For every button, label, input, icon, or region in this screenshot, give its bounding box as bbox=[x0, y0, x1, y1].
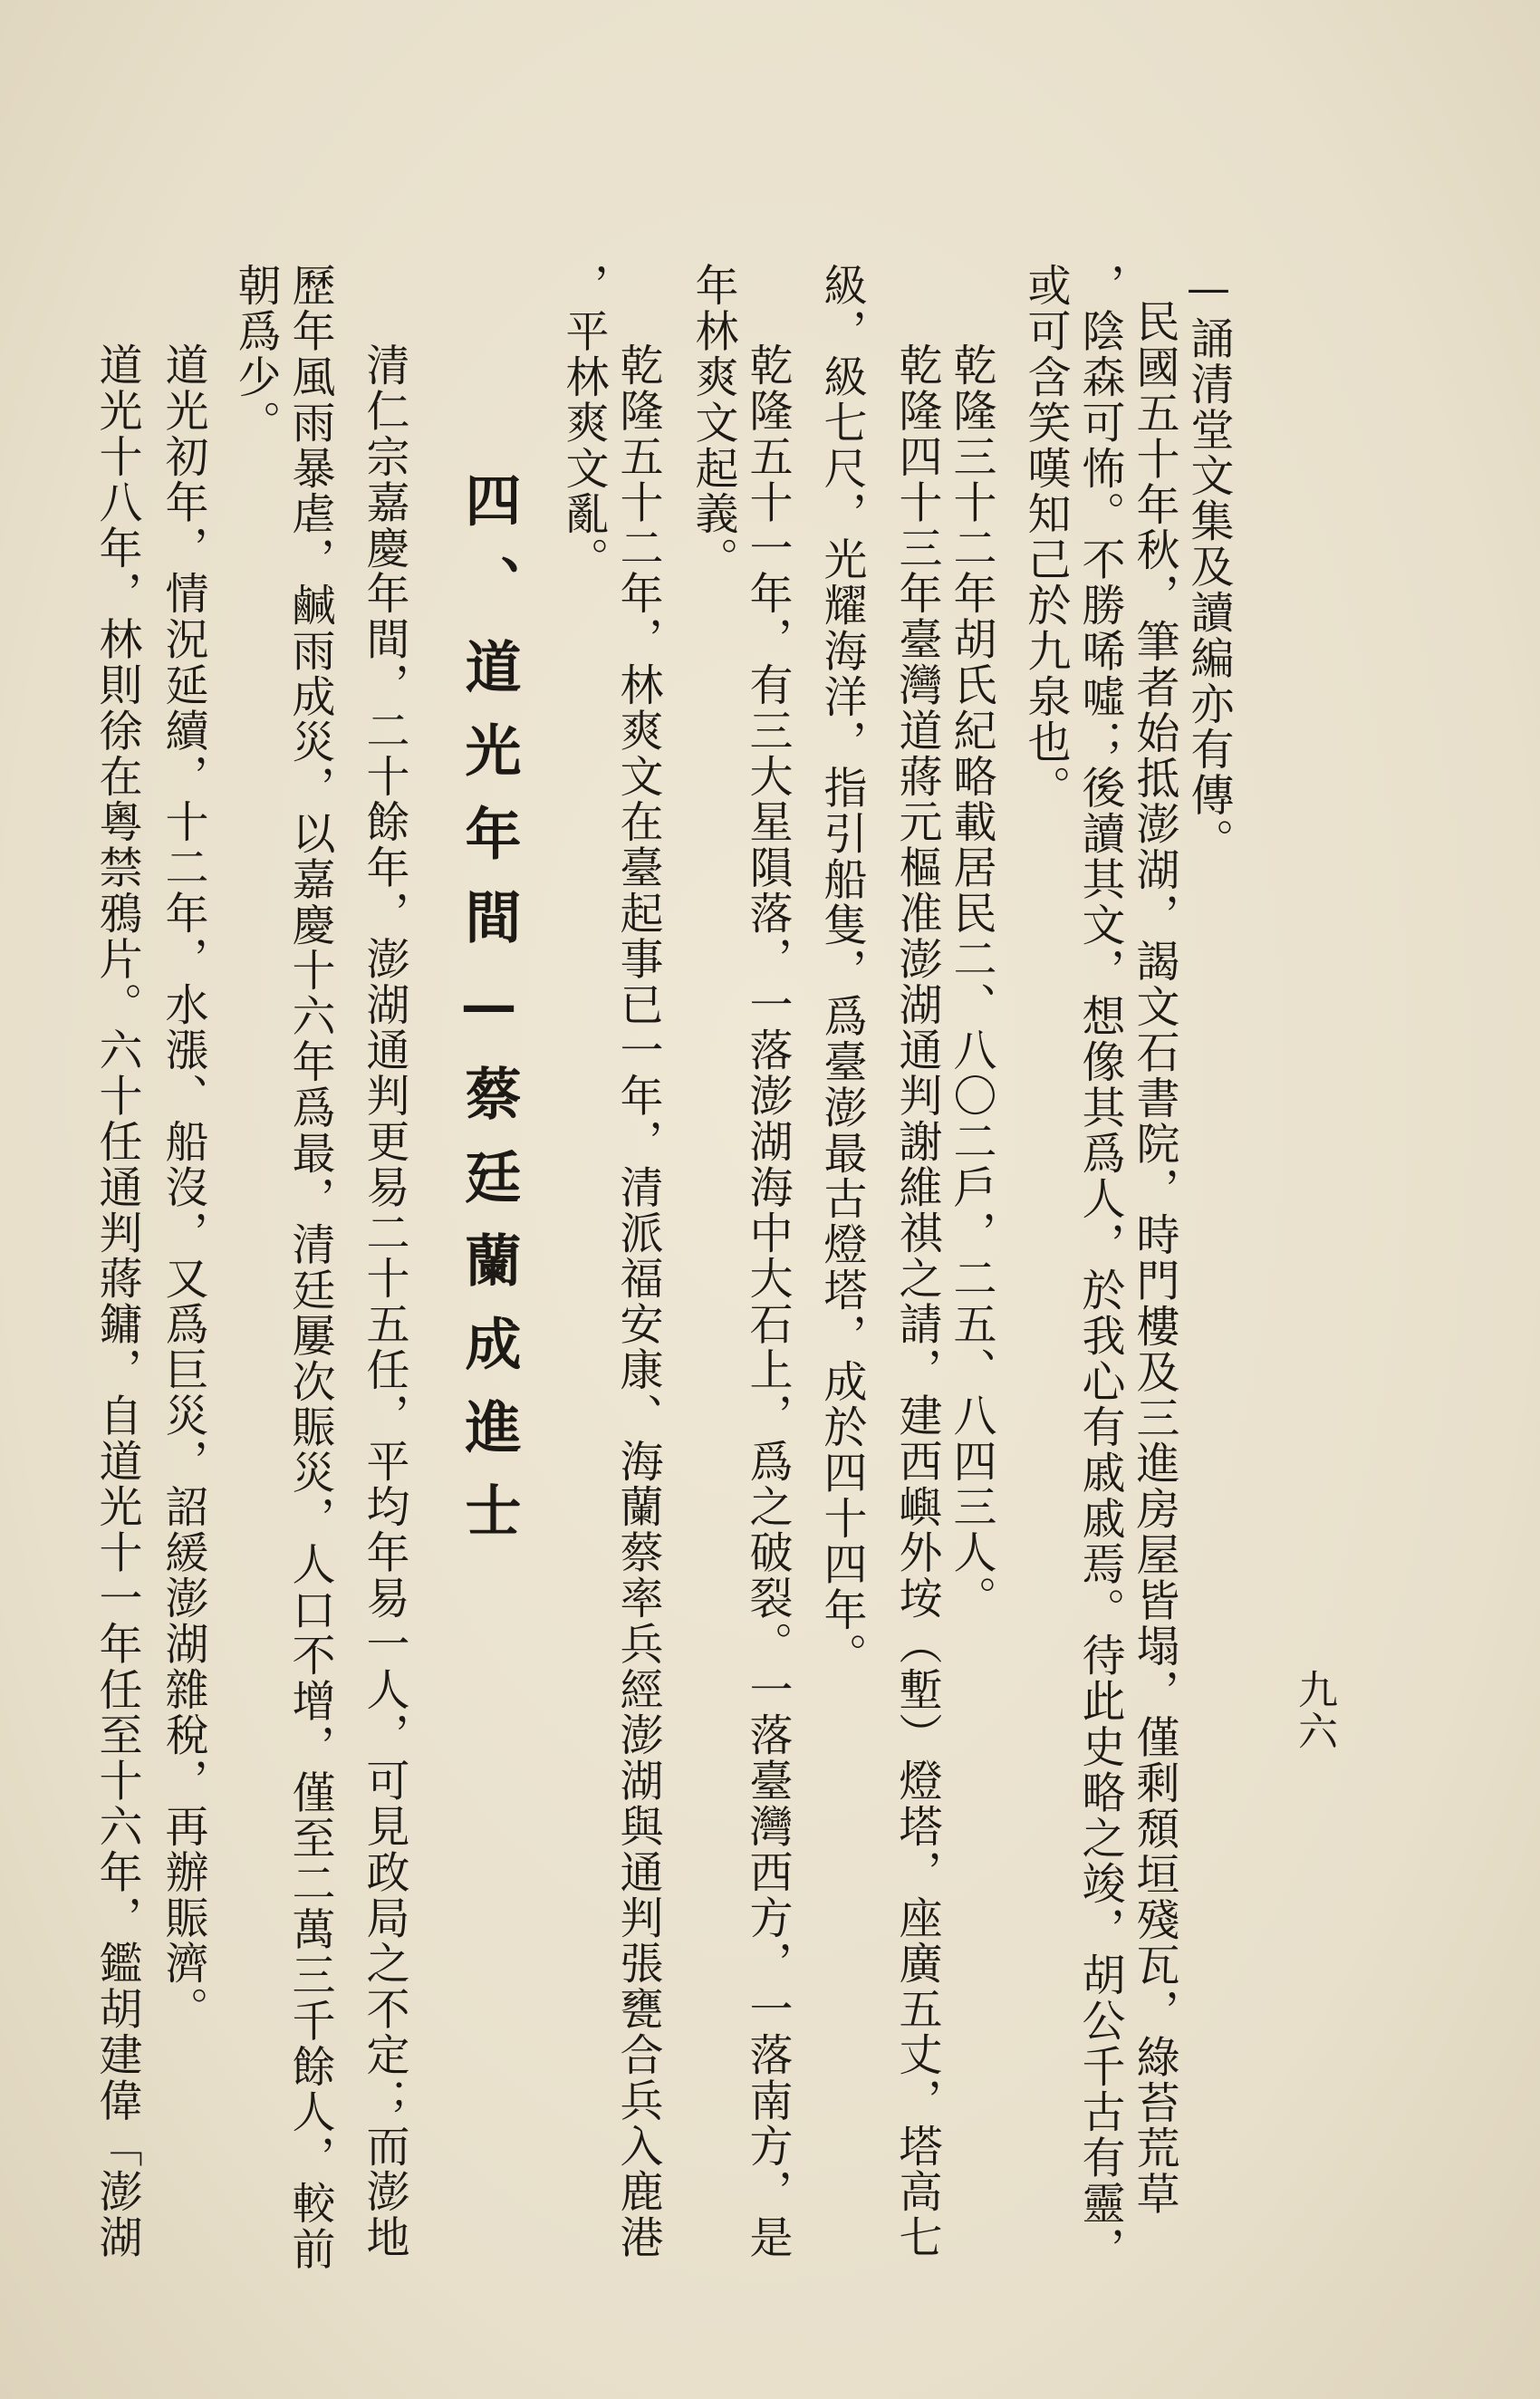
text-column: ，陰森可怖。不勝唏噓；後讀其文，想像其爲人，於我心有戚戚焉。待此史略之竣，胡公千古有靈， bbox=[1074, 263, 1125, 2272]
text-column: —誦清堂文集及讀編亦有傳。 bbox=[1183, 263, 1234, 864]
text-column: 歷年風雨暴虐，鹹雨成災，以嘉慶十六年爲最，清廷屢次賑災，人口不增，僅至二萬三千餘人，較前 bbox=[284, 263, 335, 2272]
text-column: 清仁宗嘉慶年間，二十餘年，澎湖通判更易二十五任，平均年易一人，可見政局之不定；而澎地 bbox=[359, 342, 409, 2260]
text-column: 道光十八年，林則徐在粵禁鴉片。六十任通判蔣鏞，自道光十一年任至十六年，鑑胡建偉「澎湖 bbox=[91, 342, 142, 2260]
text-column: 或可含笑嘆知己於九泉也。 bbox=[1020, 263, 1071, 811]
text-column: 年林爽文起義。 bbox=[688, 263, 738, 583]
text-column: 乾隆五十二年，林爽文在臺起事已一年，清派福安康、海蘭蔡率兵經澎湖與通判張甕合兵入鹿港 bbox=[612, 342, 663, 2260]
page-number: 九六 bbox=[1291, 1669, 1337, 1752]
text-column: 乾隆五十一年，有三大星隕落，一落澎湖海中大石上，爲之破裂。一落臺灣西方，一落南方，是 bbox=[742, 342, 793, 2260]
text-column: 乾隆四十三年臺灣道蔣元樞准澎湖通判謝維祺之請，建西嶼外垵（塹）燈塔，座廣五丈，塔高七 bbox=[891, 342, 942, 2260]
text-column: 級，級七尺，光耀海洋，指引船隻，爲臺澎最古燈塔，成於四十四年。 bbox=[816, 263, 867, 1679]
text-column: 道光初年，情況延續，十二年，水漲、船沒，又爲巨災，詔緩澎湖雜稅，再辦賑濟。 bbox=[158, 342, 208, 2032]
text-column: ，平林爽文亂。 bbox=[558, 263, 609, 583]
text-column: 民國五十年秋，筆者始抵澎湖，謁文石書院，時門樓及三進房屋皆塌，僅剩頹垣殘瓦，綠苔荒草 bbox=[1129, 299, 1179, 2217]
text-column: 乾隆三十二年胡氏紀略載居民二、八〇二戶，二五、八四三人。 bbox=[946, 342, 996, 1622]
text-column: 朝爲少。 bbox=[230, 263, 281, 446]
section-heading: 四、道光年間—蔡廷蘭成進士 bbox=[456, 471, 522, 1565]
